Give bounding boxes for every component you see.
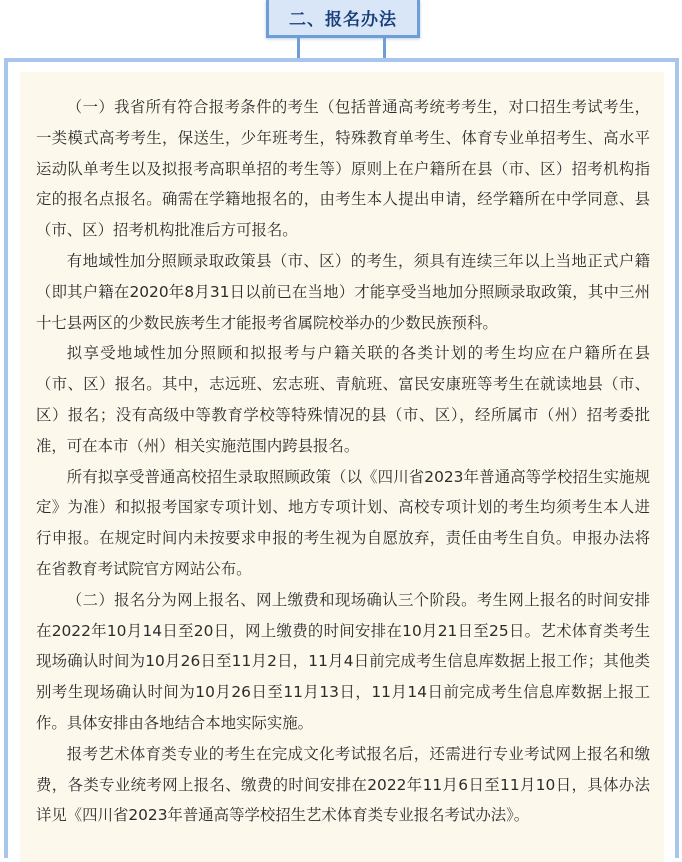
tab-connector-right [383,38,386,60]
section-title-tab [266,0,420,38]
paragraph-registration-location: （一）我省所有符合报考条件的考生（包括普通高考统考考生，对口招生考试考生，一类模式高考考生，保送生，少年班考生，特殊教育单考生、体育专业单招考生、高水平运动队单考生以及拟报考高职单招的考生等）原则上在户籍所在县（市、区）招考机构指定的报名点报名。确需在学籍地报名的，由考生本人提出申请，经学籍所在中学同意、县（市、区）招考机构批准后方可报名。 [36,98,650,240]
content-panel [20,72,664,862]
tab-connector-left [297,38,300,60]
paragraph-bonus-points-residency: 有地域性加分照顾录取政策县（市、区）的考生，须具有连续三年以上当地正式户籍（即其户籍在2020年8月31日以前已在当地）才能享受当地加分照顾录取政策，其中三州十七县两区的少数民族考生才能报考省属院校举办的少数民族预科。 [36,251,650,332]
content-frame [4,58,679,858]
paragraph-art-sports-registration: 报考艺术体育类专业的考生在完成文化考试报名后，还需进行专业考试网上报名和缴费，各类专业统考网上报名、缴费的时间安排在2022年11月6日至11月10日，具体办法详见《四川省2023年普通高等学校招生艺术体育类专业报名考试办法》。 [36,744,650,825]
section-title: 二、报名办法 [289,10,397,30]
paragraph-special-plan-registration: 拟享受地域性加分照顾和拟报考与户籍关联的各类计划的考生均应在户籍所在县（市、区）报名。其中，志远班、宏志班、青航班、富民安康班等考生在就读地县（市、区）报名；没有高级中等教育学校等特殊情况的县（市、区），经所属市（州）招考委批准，可在本市（州）相关实施范围内跨县报名。 [36,344,650,455]
paragraph-registration-stages: （二）报名分为网上报名、网上缴费和现场确认三个阶段。考生网上报名的时间安排在2022年10月14日至20日，网上缴费的时间安排在10月21日至25日。艺术体育类考生现场确认时间为10月26日至11月2日，11月4日前完成考生信息库数据上报工作；其他类别考生现场确认时间为10月26日至11月13日，11月14日前完成考生信息库数据上报工作。具体安排由各地结合本地实际实施。 [36,590,650,732]
paragraph-policy-declaration: 所有拟享受普通高校招生录取照顾政策（以《四川省2023年普通高等学校招生实施规定》为准）和拟报考国家专项计划、地方专项计划、高校专项计划的考生均须考生本人进行申报。在规定时间内未按要求申报的考生视为自愿放弃，责任由考生自负。申报办法将在省教育考试院官方网站公布。 [36,467,650,578]
